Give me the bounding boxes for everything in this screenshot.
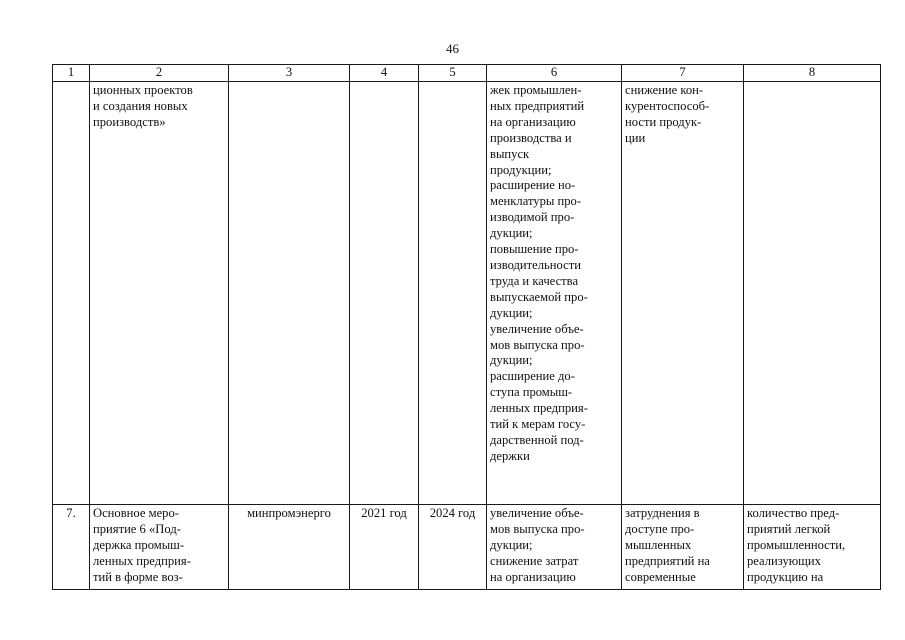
end-year-cell: 2024 год [419, 505, 487, 590]
consequences-cell: снижение кон- курентоспособ- ности продук- ции [622, 82, 744, 505]
end-year-cell [419, 82, 487, 505]
indicator-link-cell: количество пред- приятий легкой промышленности, реализующих продукцию на [744, 505, 881, 590]
row-number-cell [53, 82, 90, 505]
executor-cell: минпромэнерго [229, 505, 350, 590]
column-number-1: 1 [53, 65, 90, 82]
consequences-cell: затруднения в доступе про- мышленных предприятий на современные [622, 505, 744, 590]
column-number-5: 5 [419, 65, 487, 82]
expected-result-cell: жек промышлен- ных предприятий на организацию производства и выпуск продукции; расширение но- менклатуры про- изводимой про- дукции; повышение про- изводительности труда и качества выпускаемой про- дукции; увеличение объе- мов выпуска про- дукции; расширение до- ступа промыш- ленных предприя- тий к мерам госу- дарственной под- держки [487, 82, 622, 505]
measure-name-cell: Основное меро- приятие 6 «Под- держка промыш- ленных предприя- тий в форме воз- [90, 505, 229, 590]
start-year-cell: 2021 год [350, 505, 419, 590]
start-year-cell [350, 82, 419, 505]
measures-table [52, 64, 881, 590]
measure-name-cell: ционных проектов и создания новых производств» [90, 82, 229, 505]
indicator-link-cell [744, 82, 881, 505]
column-number-2: 2 [90, 65, 229, 82]
table-row [53, 505, 881, 590]
executor-cell [229, 82, 350, 505]
table-row [53, 82, 881, 505]
column-number-4: 4 [350, 65, 419, 82]
column-number-row [53, 65, 881, 82]
row-number-cell: 7. [53, 505, 90, 590]
column-number-7: 7 [622, 65, 744, 82]
column-number-6: 6 [487, 65, 622, 82]
expected-result-cell: увеличение объе- мов выпуска про- дукции; снижение затрат на организацию [487, 505, 622, 590]
column-number-8: 8 [744, 65, 881, 82]
column-number-3: 3 [229, 65, 350, 82]
page-number: 46 [446, 41, 459, 56]
